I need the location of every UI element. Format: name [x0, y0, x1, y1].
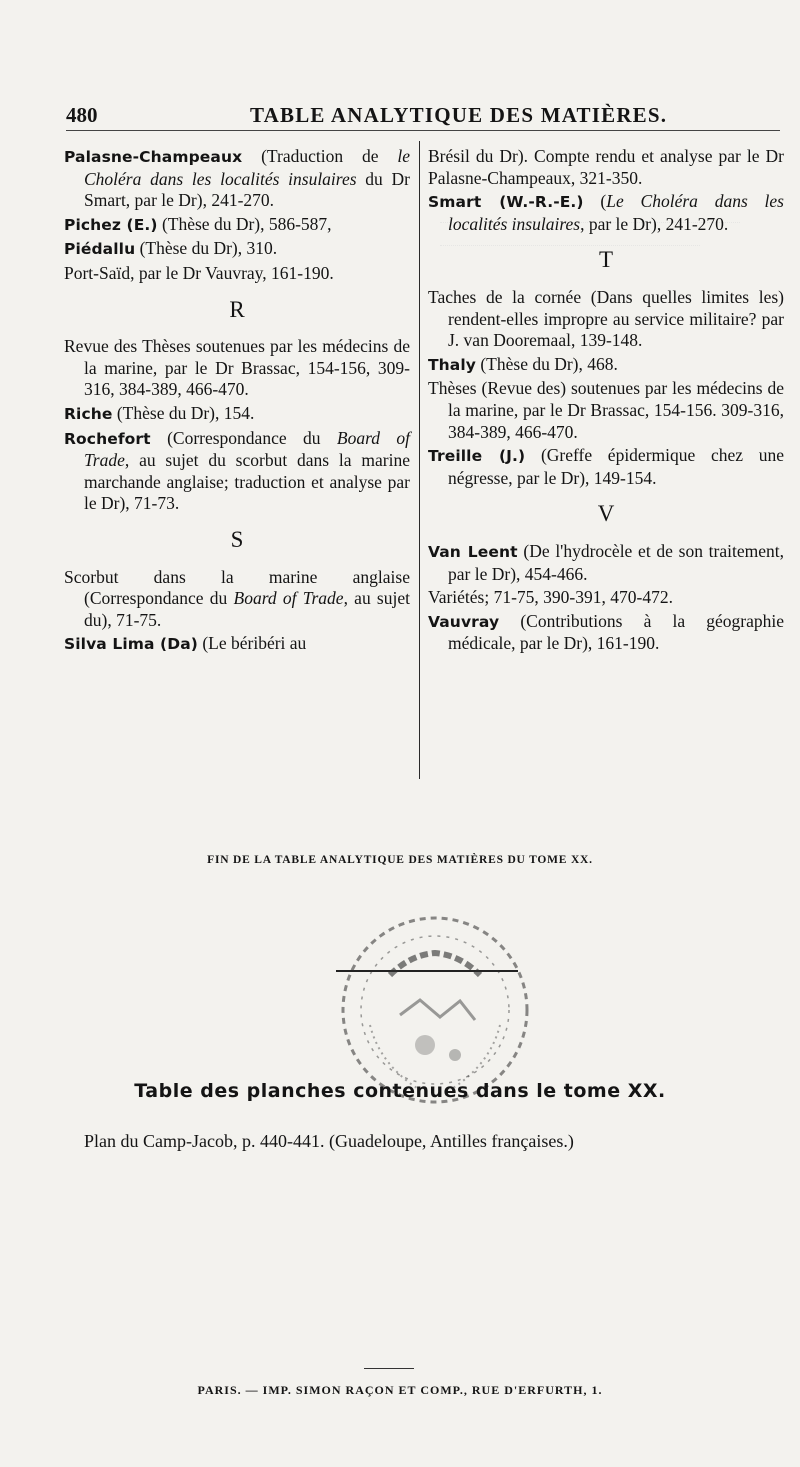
entry-name: Thaly	[428, 355, 476, 374]
entry-name: Pichez (E.)	[64, 215, 158, 234]
entry-name: Palasne-Champeaux	[64, 148, 243, 166]
end-of-table-notice: FIN DE LA TABLE ANALYTIQUE DES MATIÈRES DU TOME XX.	[207, 854, 593, 866]
plates-section-title: Table des planches contenues dans le tome XX.	[134, 1080, 666, 1102]
index-entry: Port-Saïd, par le Dr Vauvray, 161-190.	[64, 262, 334, 283]
index-entry: Pichez (E.) (Thèse du Dr), 586-587,	[64, 213, 332, 234]
index-entry: Treille (J.) (Greffe épidermique chez une négresse, par le Dr), 149-154.	[428, 445, 784, 488]
section-letter-s: S	[230, 526, 244, 552]
running-head: TABLE ANALYTIQUE DES MATIÈRES.	[250, 103, 668, 127]
entry-name: Van Leent	[428, 542, 518, 561]
index-entry: Van Leent (De l'hydrocèle et de son traitement, par le Dr), 454-466.	[428, 540, 784, 584]
index-entry: Palasne-Champeaux (Traduction de le Choléra dans les localités insulaires du Dr Smart, par le Dr), 241-270.	[64, 146, 410, 211]
entry-name: Piédallu	[64, 240, 136, 259]
section-letter-r: R	[229, 296, 245, 322]
section-letter-v: V	[597, 501, 615, 527]
imprint-rule	[364, 1368, 414, 1369]
index-entry: Thaly (Thèse du Dr), 468.	[428, 353, 618, 374]
index-entry: Piédallu (Thèse du Dr), 310.	[64, 238, 278, 259]
entry-name: Vauvray	[428, 612, 500, 631]
printer-imprint: PARIS. — IMP. SIMON RAÇON ET COMP., RUE D'ERFURTH, 1.	[197, 1383, 603, 1397]
index-entry: Vauvray (Contributions à la géographie médicale, par le Dr), 161-190.	[428, 610, 784, 654]
entry-name: Silva Lima (Da)	[64, 635, 198, 654]
header-rule	[66, 130, 780, 131]
column-divider	[419, 141, 420, 779]
section-letter-t: T	[598, 247, 614, 273]
index-entry: Revue des Thèses soutenues par les médecins de la marine, par le Dr Brassac, 154-156, 309-316, 384-389, 466-470.	[64, 336, 410, 400]
entry-name: Riche	[64, 404, 113, 423]
index-entry-continued: Brésil du Dr). Compte rendu et analyse par le Dr Palasne-Champeaux, 321-350.	[428, 146, 784, 188]
index-column-right	[428, 146, 784, 657]
index-column-left	[64, 146, 410, 658]
entry-name: Rochefort	[64, 429, 151, 448]
index-entry: Taches de la cornée (Dans quelles limites les) rendent-elles impropre au service militaire? par J. van Dooremaal, 139-148.	[428, 286, 784, 351]
index-entry: Variétés; 71-75, 390-391, 470-472.	[428, 587, 673, 608]
index-entry: Riche (Thèse du Dr), 154.	[64, 402, 255, 423]
index-entry: Thèses (Revue des) soutenues par les médecins de la marine, par le Dr Brassac, 154-156. 309-316, 384-389, 466-470.	[428, 378, 784, 442]
index-entry: Scorbut dans la marine anglaise (Correspondance du Board of Trade, au sujet du), 71-75.	[64, 566, 410, 630]
page-number: 480	[66, 103, 98, 127]
entry-name: Treille (J.)	[428, 447, 526, 466]
index-entry: Silva Lima (Da) (Le béribéri au	[64, 633, 307, 654]
index-entry: Rochefort (Correspondance du Board of Trade, au sujet du scorbut dans la marine marchande anglaise; traduction et analyse par le Dr), 71-73.	[64, 427, 410, 514]
entry-name: Smart (W.-R.-E.)	[428, 193, 584, 212]
plates-entry: Plan du Camp-Jacob, p. 440-441. (Guadeloupe, Antilles françaises.)	[84, 1131, 574, 1151]
index-entry: Smart (W.-R.-E.) (Le Choléra dans les localités insulaires, par le Dr), 241-270.	[428, 191, 784, 234]
